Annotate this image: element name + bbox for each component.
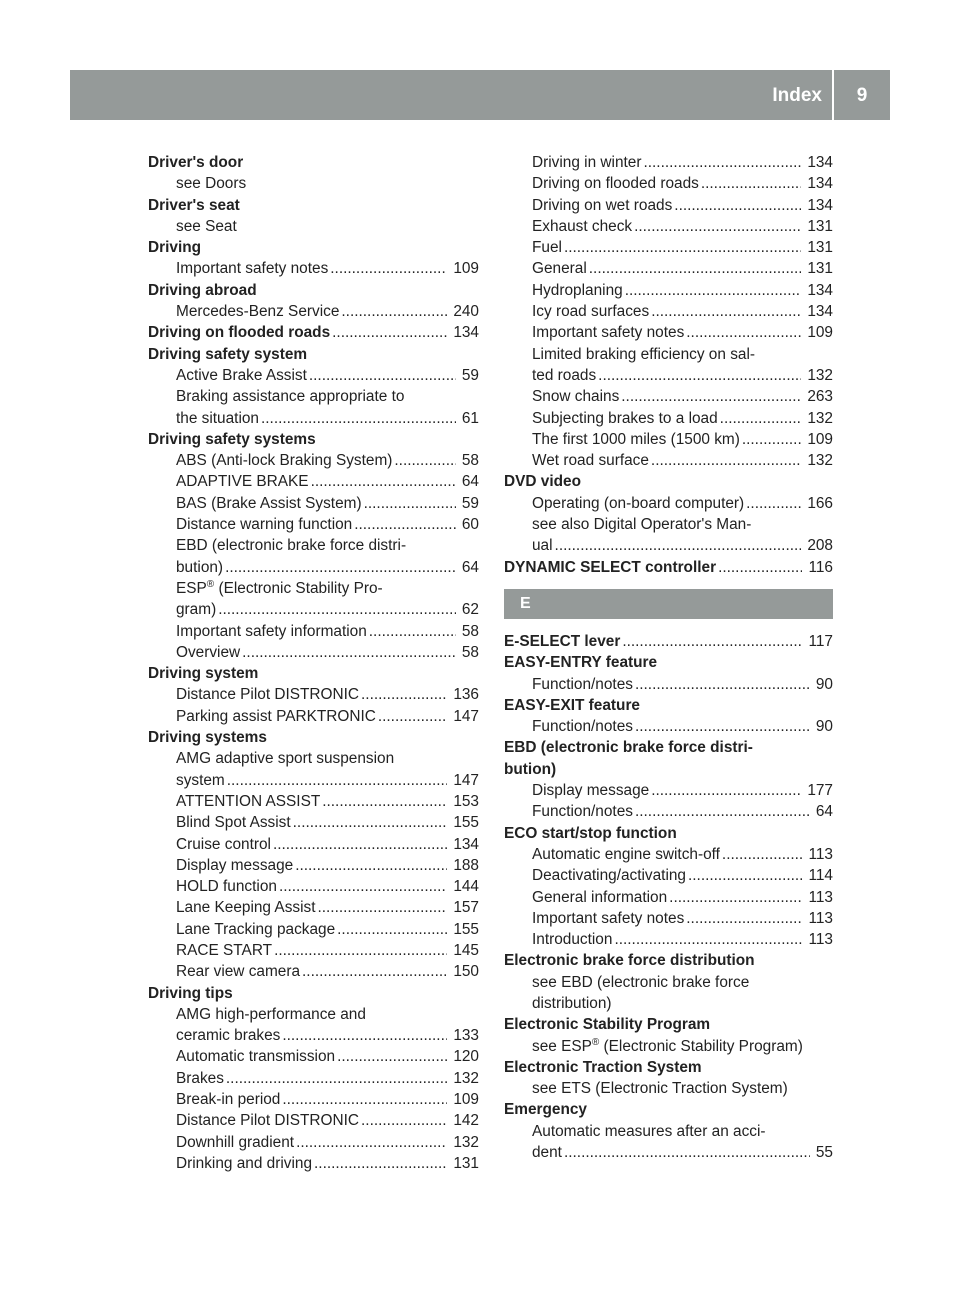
dot-leader [564,1142,810,1163]
entry-label: Cruise control [176,835,271,853]
page-reference: 132 [807,366,833,384]
page-reference: 61 [461,409,479,427]
index-heading: Driver's seat [148,196,240,214]
dot-leader [242,642,456,663]
index-subentry [148,1110,479,1131]
dot-leader [589,258,802,279]
entry-label: Mercedes-Benz Service [176,303,340,321]
page-reference: 147 [453,707,479,725]
entry-label: Lane Keeping Assist [176,899,316,917]
index-heading: EASY-EXIT feature [504,696,640,714]
entry-label: Wet road surface [532,452,649,470]
index-heading: Driver's door [148,154,244,171]
index-subentry-text [148,578,479,599]
index-subentry [504,365,833,386]
entry-label: Snow chains [532,388,620,406]
index-subentry [504,280,833,301]
index-heading: Driving safety system [148,345,308,363]
index-subentry-text: Limited braking efficiency on sal- [532,345,755,363]
entry-label: Drinking and driving [176,1154,313,1172]
entry-label: The first 1000 miles (1500 km) [532,430,740,448]
index-subentry [504,301,833,322]
entry-label: Important safety notes [532,909,685,927]
page-reference: 166 [807,494,833,512]
index-subentry [148,897,479,918]
index-heading: Driving [148,239,202,257]
entry-label: Function/notes [532,675,633,693]
index-subentry [148,1089,479,1110]
index-heading: Driving system [148,665,259,683]
index-heading: Driving systems [148,729,267,747]
index-subentry [148,1025,479,1046]
index-subentry [504,535,833,556]
index-subentry [148,1132,479,1153]
index-subentry [504,216,833,237]
page-reference: 144 [453,878,479,896]
index-subentry [504,801,833,822]
dot-leader [621,386,801,407]
entry-label: Deactivating/activating [532,867,686,885]
index-subentry-text: see EBD (electronic brake force [532,973,750,991]
entry-label: ted roads [532,366,597,384]
index-heading: ECO start/stop function [504,824,677,842]
page-reference: 55 [815,1144,833,1162]
index-subentry [148,642,479,663]
index-subentry [148,365,479,386]
registered-mark: ® [206,578,215,590]
entry-label: bution) [176,558,224,576]
page-reference: 113 [808,931,833,949]
dot-leader [296,1132,447,1153]
dot-leader [651,450,801,471]
page-reference: 145 [453,941,479,959]
entry-label: Function/notes [532,803,633,821]
index-subentry [148,791,479,812]
index-subentry [504,908,833,929]
dot-leader [718,557,802,578]
dot-leader [635,801,810,822]
page-reference: 208 [807,537,833,555]
dot-leader [378,706,447,727]
index-subentry [504,237,833,258]
dot-leader [674,195,801,216]
page-reference: 132 [453,1133,479,1151]
page-reference: 131 [807,217,833,235]
dot-leader [651,301,801,322]
dot-leader [746,493,801,514]
dot-leader [361,1110,447,1131]
index-heading: DVD video [504,473,581,491]
entry-label: Automatic transmission [176,1048,336,1066]
page-reference: 142 [453,1112,479,1130]
page-reference: 136 [453,686,479,704]
index-subentry [148,834,479,855]
entry-label: Rear view camera [176,963,301,981]
dot-leader [686,322,801,343]
page-reference: 132 [807,409,833,427]
entry-label: Break-in period [176,1091,281,1109]
dot-leader [634,216,801,237]
index-subentry [504,450,833,471]
index-subentry [148,1153,479,1174]
entry-label: Overview [176,643,241,661]
page-reference: 240 [453,303,479,321]
entry-label: Blind Spot Assist [176,814,291,832]
dot-leader [279,876,447,897]
index-subentry [148,919,479,940]
page-reference: 147 [453,771,479,789]
page-reference: 263 [807,388,833,406]
index-heading: Emergency [504,1101,587,1119]
dot-leader [614,929,802,950]
index-subentry [504,716,833,737]
dot-leader [295,855,447,876]
dot-leader [722,844,803,865]
dot-leader [669,887,802,908]
index-subentry [504,929,833,950]
index-subentry [504,386,833,407]
page-reference: 62 [461,601,479,619]
page-reference: 134 [807,154,833,171]
entry-label: Distance warning function [176,516,353,534]
index-subentry [148,961,479,982]
entry-label: Subjecting brakes to a load [532,409,718,427]
dot-leader [302,961,447,982]
dot-leader [701,173,801,194]
index-subentry [148,1046,479,1067]
entry-label: Important safety notes [176,260,329,278]
entry-label: Distance Pilot DISTRONIC [176,686,360,704]
index-subentry-text: Braking assistance appropriate to [176,388,405,406]
index-subentry [148,599,479,620]
dot-leader [369,621,456,642]
entry-label: Automatic engine switch-off [532,845,720,863]
index-subentry [148,557,479,578]
index-subentry [504,173,833,194]
page-reference: 157 [453,899,479,917]
page-reference: 134 [807,303,833,321]
entry-label: Operating (on-board computer) [532,494,745,512]
page-reference: 188 [453,856,479,874]
entry-label: Parking assist PARKTRONIC [176,707,376,725]
subentry-text-part: (Electronic Stability Pro- [214,579,383,597]
entry-label: ceramic brakes [176,1027,281,1045]
index-column-right [504,152,833,1163]
entry-label: Driving in winter [532,154,642,171]
page-reference: 113 [808,888,833,906]
page-reference: 134 [453,835,479,853]
page-reference: 134 [807,175,833,193]
index-subentry [504,674,833,695]
registered-mark: ® [591,1036,600,1048]
index-subentry [504,493,833,514]
page-reference: 131 [807,260,833,278]
entry-label: gram) [176,601,217,619]
entry-label: system [176,771,225,789]
index-heading: Driving abroad [148,281,257,299]
dot-leader [274,940,447,961]
page-reference: 133 [453,1027,479,1045]
index-subentry [148,1068,479,1089]
dot-leader [651,780,801,801]
entry-label: ABS (Anti-lock Braking System) [176,452,393,470]
page-reference: 134 [453,324,479,342]
index-subentry [148,621,479,642]
entry-label: Driving on flooded roads [148,324,331,342]
dot-leader [282,1089,447,1110]
index-heading: Driving tips [148,984,233,1002]
page-reference: 109 [807,324,833,342]
page-reference: 60 [461,516,479,534]
entry-label: Hydroplaning [532,281,623,299]
dot-leader [337,1046,447,1067]
page-reference: 109 [807,430,833,448]
index-column-left [148,152,479,1174]
index-subentry [148,706,479,727]
index-subentry [504,780,833,801]
entry-label: Fuel [532,239,562,257]
index-subentry-text: see Doors [176,175,247,193]
index-subentry [504,844,833,865]
page-reference: 153 [453,792,479,810]
dot-leader [282,1025,447,1046]
index-subentry [148,855,479,876]
dot-leader [261,408,456,429]
dot-leader [555,535,802,556]
letter-divider: E [504,589,833,619]
page-reference: 134 [807,196,833,214]
dot-leader [635,674,810,695]
page-reference: 117 [808,632,833,650]
dot-leader [688,865,802,886]
index-subentry-text: AMG adaptive sport suspension [176,750,395,768]
index-entry [504,557,833,578]
index-subentry-text: see ETS (Electronic Traction System) [532,1080,788,1098]
page-reference: 58 [461,452,479,470]
dot-leader [643,152,801,173]
page-reference: 113 [808,845,833,863]
entry-label: ADAPTIVE BRAKE [176,473,309,491]
entry-label: Driving on wet roads [532,196,673,214]
dot-leader [625,280,802,301]
page-header [70,70,890,120]
page-reference: 109 [453,260,479,278]
index-subentry [148,876,479,897]
entry-label: General information [532,888,668,906]
page-reference: 132 [807,452,833,470]
page-reference: 120 [453,1048,479,1066]
entry-label: Downhill gradient [176,1133,295,1151]
dot-leader [322,791,447,812]
entry-label: Important safety information [176,622,367,640]
dot-leader [720,408,802,429]
subentry-text-part: see ESP [532,1037,592,1055]
index-subentry [148,408,479,429]
dot-leader [598,365,801,386]
index-heading: Electronic brake force distribution [504,952,755,970]
index-subentry [148,258,479,279]
index-subentry-text: see also Digital Operator's Man- [532,516,752,534]
page-reference: 155 [453,920,479,938]
dot-leader [225,557,456,578]
index-subentry [504,408,833,429]
dot-leader [314,1153,447,1174]
dot-leader [354,514,456,535]
index-subentry [148,493,479,514]
entry-label: Function/notes [532,718,633,736]
page-reference: 155 [453,814,479,832]
index-subentry [504,429,833,450]
entry-label: HOLD function [176,878,277,896]
page-reference: 64 [461,473,479,491]
page-reference: 58 [461,643,479,661]
page-reference: 177 [807,782,833,800]
dot-leader [361,684,447,705]
dot-leader [341,301,447,322]
index-subentry [504,322,833,343]
index-heading: bution) [504,760,557,778]
dot-leader [227,770,448,791]
page-reference: 132 [453,1069,479,1087]
subentry-text-part: (Electronic Stability Program) [599,1037,803,1055]
page-number: 9 [856,85,868,106]
page-reference: 59 [461,494,479,512]
entry-label: DYNAMIC SELECT controller [504,558,717,576]
index-subentry [148,450,479,471]
index-subentry-text: distribution) [532,994,612,1012]
entry-label: Active Brake Assist [176,366,307,384]
entry-label: Driving on flooded roads [532,175,699,193]
dot-leader [635,716,810,737]
index-heading: EASY-ENTRY feature [504,654,658,672]
index-heading: Electronic Stability Program [504,1016,711,1034]
dot-leader [330,258,447,279]
section-title: Index [772,85,822,106]
index-entry [504,631,833,652]
index-subentry [504,887,833,908]
entry-label: ual [532,537,553,555]
page-reference: 109 [453,1091,479,1109]
entry-label: ATTENTION ASSIST [176,792,321,810]
index-subentry [148,684,479,705]
dot-leader [218,599,456,620]
page-reference: 113 [808,909,833,927]
page-reference: 58 [461,622,479,640]
index-subentry [504,152,833,173]
entry-label: Exhaust check [532,217,633,235]
page-reference: 90 [815,675,833,693]
entry-label: dent [532,1144,562,1162]
subentry-text-part: ESP [176,579,207,597]
entry-label: E-SELECT lever [504,632,621,650]
index-subentry-text: see Seat [176,217,237,235]
page-reference: 114 [808,867,833,885]
index-subentry [504,258,833,279]
index-subentry [504,195,833,216]
entry-label: BAS (Brake Assist System) [176,494,362,512]
page-reference: 116 [808,558,833,576]
entry-label: Introduction [532,931,613,949]
index-heading: EBD (electronic brake force distri- [504,739,753,757]
index-heading: Driving safety systems [148,430,316,448]
entry-label: Lane Tracking package [176,920,336,938]
dot-leader [622,631,802,652]
entry-label: the situation [176,409,259,427]
index-subentry [148,770,479,791]
entry-label: Display message [532,782,650,800]
index-subentry-text: AMG high-performance and [176,1005,366,1023]
index-subentry-text: Automatic measures after an acci- [532,1122,766,1140]
dot-leader [332,322,447,343]
index-subentry [148,471,479,492]
page-reference: 150 [453,963,479,981]
entry-label: General [532,260,587,278]
index-subentry-text [504,1036,833,1057]
index-heading: Electronic Traction System [504,1058,702,1076]
dot-leader [394,450,455,471]
entry-label: Display message [176,856,294,874]
index-entry [148,322,479,343]
dot-leader [226,1068,447,1089]
dot-leader [311,471,456,492]
entry-label: RACE START [176,941,273,959]
dot-leader [273,834,447,855]
dot-leader [742,429,801,450]
index-subentry [148,812,479,833]
entry-label: Distance Pilot DISTRONIC [176,1112,360,1130]
index-subentry [504,865,833,886]
page-reference: 90 [815,718,833,736]
dot-leader [564,237,801,258]
index-subentry [504,1142,833,1163]
index-subentry [148,940,479,961]
entry-label: Brakes [176,1069,224,1087]
page-reference: 131 [807,239,833,257]
entry-label: Important safety notes [532,324,685,342]
index-subentry [148,514,479,535]
page-reference: 59 [461,366,479,384]
dot-leader [364,493,456,514]
entry-label: Icy road surfaces [532,303,650,321]
dot-leader [309,365,456,386]
dot-leader [317,897,447,918]
dot-leader [337,919,447,940]
page-reference: 64 [461,558,479,576]
page-reference: 134 [807,281,833,299]
index-subentry-text: EBD (electronic brake force distri- [176,537,407,555]
dot-leader [293,812,448,833]
index-subentry [148,301,479,322]
page-reference: 64 [815,803,833,821]
dot-leader [686,908,802,929]
page-reference: 131 [453,1154,479,1172]
